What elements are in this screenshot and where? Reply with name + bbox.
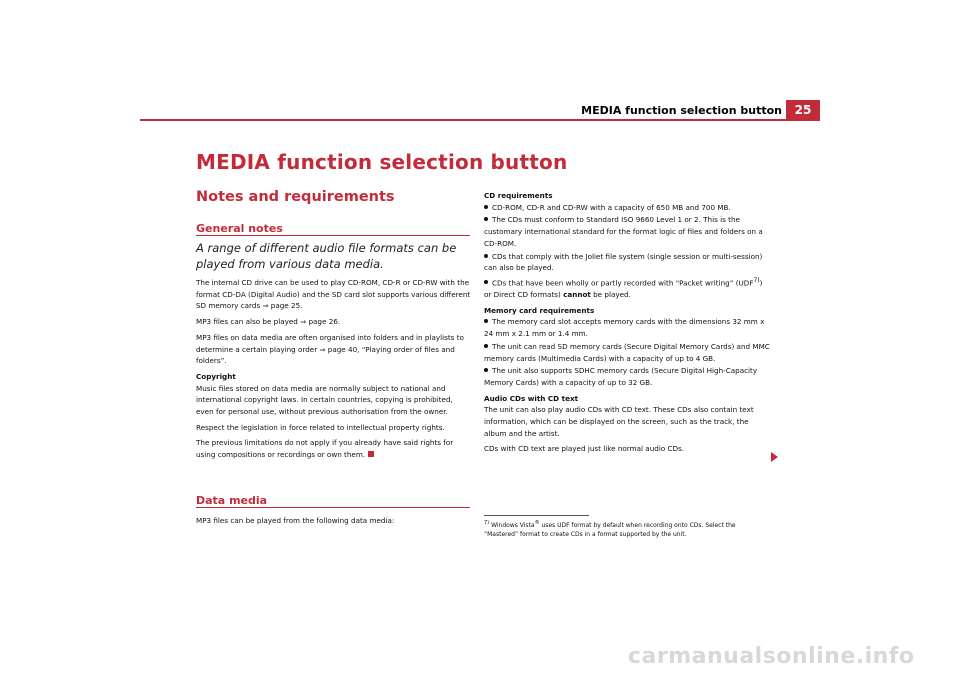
bullet-icon: [484, 344, 488, 348]
header-rule: [140, 119, 820, 121]
bullet-icon: [484, 280, 488, 284]
list-item: The unit also supports SDHC memory cards (Secure Digital High-Capacity Memory Cards) with a capacity of up to 32 GB.: [484, 366, 758, 387]
paragraph: Respect the legislation in force related to intellectual property rights.: [196, 422, 445, 432]
list-item: The memory card slot accepts memory cards with the dimensions 32 mm x 24 mm x 2.1 mm or 1.4 mm.: [484, 317, 765, 339]
footnote: $^{7)}$ Windows Vista® uses UDF format by default when recording onto CDs. Select the “Mastered” format to create CDs in a format supported by the unit.: [484, 520, 736, 538]
section-end-icon: [368, 451, 374, 457]
paragraph: CDs with CD text are played just like normal audio CDs.: [484, 444, 685, 454]
list-item: CDs that comply with the Joliet file system (single session or multi-session) can also be played.: [484, 251, 763, 273]
watermark: carmanualsonline.info: [628, 644, 915, 669]
paragraph-text: The previous limitations do not apply if you already have said rights for using compositions or recordings or own them.: [196, 438, 454, 460]
bullet-icon: [484, 205, 488, 209]
data-media-text: [196, 515, 471, 531]
section-title: Notes and requirements: [196, 189, 395, 205]
list-item: CD-ROM, CD-R and CD-RW with a capacity of 650 MB and 700 MB.: [484, 202, 770, 214]
footnote-marker: 7): [484, 520, 490, 526]
paragraph: The unit can also play audio CDs with CD text. These CDs also contain text information, which can be displayed on the screen, such as the track, the album and the artist.: [484, 405, 754, 438]
continue-arrow-icon: [771, 452, 778, 462]
general-notes-lead: A range of different audio file formats can be played from various data media.: [196, 241, 457, 271]
general-notes-rule: [196, 235, 470, 236]
right-column-text: [484, 190, 770, 459]
data-media-rule: [196, 507, 470, 508]
paragraph: MP3 files can be played from the following data media:: [196, 516, 395, 525]
left-column-text: [196, 277, 471, 465]
bullet-icon: [484, 217, 488, 221]
paragraph: MP3 files can also be played ⇒ page 26.: [196, 317, 341, 327]
paragraph: Music files stored on data media are normally subject to national and international copyright laws. In certain countries, copying is prohibited, even for personal use, without previous authorisation from the owner.: [196, 383, 453, 417]
data-media-heading: Data media: [196, 494, 268, 507]
list-item: The CDs must conform to Standard ISO 9660 Level 1 or 2. This is the customary international standard for the format logic of files and folders on a CD-ROM.: [484, 215, 763, 248]
list-item: CDs that have been wholly or partly recorded with “Packet writing” (UDF$^{7)}$) or Direct CD formats) cannot be played.: [484, 276, 763, 300]
paragraph: The internal CD drive can be used to play CD-ROM, CD-R or CD-RW with the format CD-DA (Digital Audio) and the SD card slot supports various different SD memory cards ⇒ page 25.: [196, 278, 471, 311]
running-header-title: MEDIA function selection button: [581, 104, 782, 117]
bullet-icon: [484, 368, 488, 372]
chapter-title: MEDIA function selection button: [196, 150, 568, 174]
paragraph: MP3 files on data media are often organised into folders and in playlists to determine a certain playing order ⇒ page 40, “Playing order of files and folders”.: [196, 332, 464, 366]
footnote-rule: [484, 515, 589, 516]
copyright-heading: Copyright: [196, 371, 236, 381]
general-notes-heading: General notes: [196, 222, 283, 235]
footnote-ref: 7): [753, 276, 760, 284]
page-number-badge: 25: [786, 100, 820, 120]
paragraph: [196, 437, 471, 460]
bullet-icon: [484, 319, 488, 323]
bullet-icon: [484, 254, 488, 258]
list-item: The unit can read SD memory cards (Secure Digital Memory Cards) and MMC memory cards (Multimedia Cards) with a capacity of up to 4 GB.: [484, 341, 770, 363]
memory-card-heading: Memory card requirements: [484, 305, 595, 315]
cd-text-heading: Audio CDs with CD text: [484, 393, 579, 403]
cd-requirements-heading: CD requirements: [484, 191, 553, 200]
